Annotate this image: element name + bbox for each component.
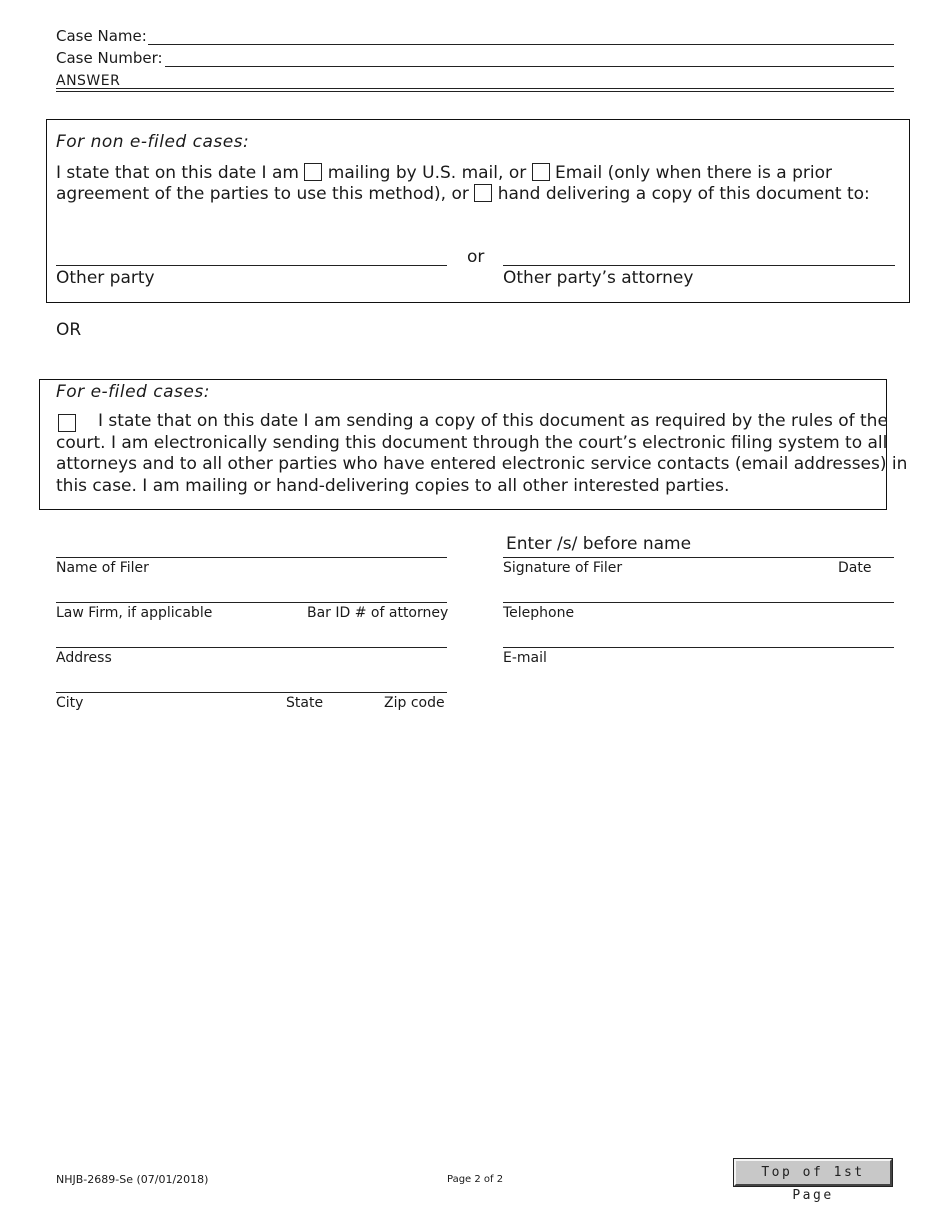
case-name-field[interactable] xyxy=(148,44,894,45)
email-label: E-mail xyxy=(503,650,547,666)
title-underline-double xyxy=(56,91,894,92)
mail-option-label: mailing by U.S. mail, or xyxy=(327,163,527,183)
top-of-first-page-button[interactable]: Top of 1st Page xyxy=(734,1159,892,1186)
non-efiled-statement-line1 xyxy=(56,163,832,185)
case-number-label: Case Number: xyxy=(56,49,163,67)
page-number: Page 2 of 2 xyxy=(447,1174,504,1185)
bar-id-label: Bar ID # of attorney xyxy=(307,605,449,621)
non-efiled-section xyxy=(46,119,910,303)
document-title: ANSWER xyxy=(56,73,121,89)
other-attorney-field[interactable] xyxy=(503,265,895,266)
non-efiled-statement-line2 xyxy=(56,184,870,206)
or-text: or xyxy=(467,247,485,267)
hand-deliver-checkbox[interactable] xyxy=(474,184,492,202)
signature-instruction: Enter /s/ before name xyxy=(506,534,692,554)
efiled-line2: court. I am electronically sending this document through the court’s electronic filing system to all xyxy=(56,432,888,453)
email-checkbox[interactable] xyxy=(532,163,550,181)
telephone-label: Telephone xyxy=(503,605,575,621)
efiled-line4: this case. I am mailing or hand-delivering copies to all other interested parties. xyxy=(56,475,730,496)
address-field[interactable] xyxy=(56,647,447,648)
email-field[interactable] xyxy=(503,647,894,648)
case-number-field[interactable] xyxy=(165,66,894,67)
other-attorney-label: Other party’s attorney xyxy=(503,268,694,288)
statement-agreement: agreement of the parties to use this method), or xyxy=(56,184,469,204)
other-party-field[interactable] xyxy=(56,265,447,266)
name-of-filer-label: Name of Filer xyxy=(56,560,149,576)
efiled-section xyxy=(39,379,908,510)
efiled-line3: attorneys and to all other parties who have entered electronic service contacts (email addresses) in xyxy=(56,454,908,474)
statement-intro: I state that on this date I am xyxy=(56,163,299,183)
law-firm-label: Law Firm, if applicable xyxy=(56,605,213,621)
signature-of-filer-label: Signature of Filer xyxy=(503,560,623,576)
city-label: City xyxy=(56,695,84,711)
mail-checkbox[interactable] xyxy=(304,163,322,181)
form-id: NHJB-2689-Se (07/01/2018) xyxy=(56,1173,209,1186)
efiled-heading: For e-filed cases: xyxy=(56,382,210,402)
title-underline xyxy=(56,88,894,89)
email-option-label: Email (only when there is a prior xyxy=(555,163,832,183)
or-divider: OR xyxy=(56,320,82,340)
other-party-label: Other party xyxy=(56,268,155,288)
date-label: Date xyxy=(838,560,872,576)
telephone-field[interactable] xyxy=(503,602,894,603)
state-label: State xyxy=(286,695,324,711)
efiled-checkbox[interactable] xyxy=(58,414,76,432)
address-label: Address xyxy=(56,650,112,666)
hand-deliver-label: hand delivering a copy of this document to: xyxy=(497,184,870,204)
law-firm-field[interactable] xyxy=(56,602,447,603)
city-state-zip-field[interactable] xyxy=(56,692,447,693)
zip-label: Zip code xyxy=(384,695,445,711)
efiled-line1: I state that on this date I am sending a copy of this document as required by the rules of the xyxy=(98,411,888,431)
non-efiled-heading: For non e-filed cases: xyxy=(56,132,250,152)
case-name-label: Case Name: xyxy=(56,27,147,45)
name-of-filer-field[interactable] xyxy=(56,557,447,558)
signature-field[interactable] xyxy=(503,557,894,558)
